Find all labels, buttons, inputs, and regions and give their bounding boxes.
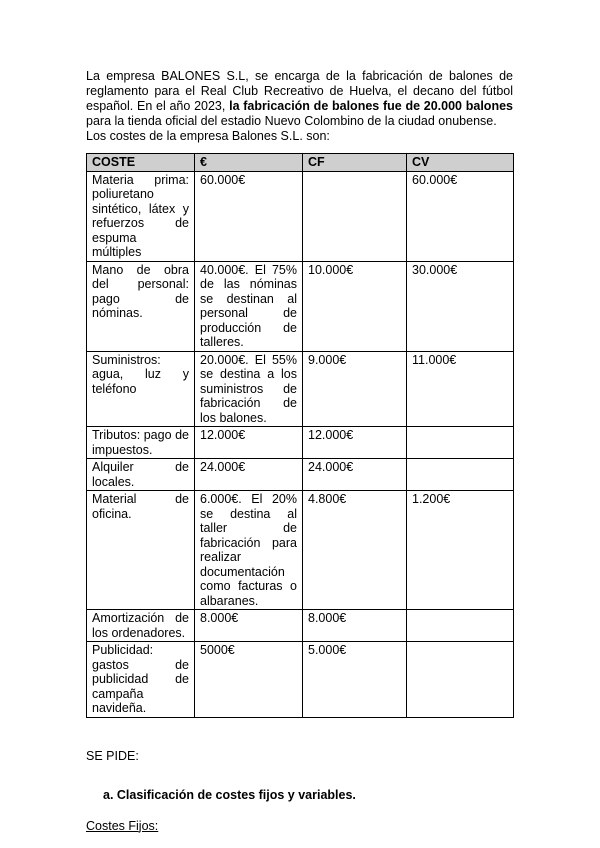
cell-euro: 6.000€. El 20% se destina al taller de fabricación para realizar documentación como facturas o albaranes. <box>195 491 303 610</box>
cell-euro: 5000€ <box>195 642 303 718</box>
table-row <box>87 261 514 351</box>
cell-cv <box>407 610 514 642</box>
cell-cv <box>407 642 514 718</box>
table-row <box>87 610 514 642</box>
cell-cv: 30.000€ <box>407 261 514 351</box>
document-page <box>86 69 513 833</box>
cell-euro: 8.000€ <box>195 610 303 642</box>
header-euro: € <box>195 154 303 172</box>
cell-cf: 10.000€ <box>303 261 407 351</box>
se-pide-label: SE PIDE: <box>86 748 139 763</box>
cell-cf: 24.000€ <box>303 459 407 491</box>
task-a-heading: a. Clasificación de costes fijos y variables. <box>103 787 356 802</box>
table-header-row <box>87 154 514 172</box>
intro-bold-text: la fabricación de balones fue de 20.000 balones <box>229 99 513 113</box>
table-row <box>87 459 514 491</box>
table-row <box>87 427 514 459</box>
header-cf: CF <box>303 154 407 172</box>
cell-cv: 11.000€ <box>407 351 514 427</box>
cell-euro: 20.000€. El 55% se destina a los suministros de fabricación de los balones. <box>195 351 303 427</box>
cell-cf: 4.800€ <box>303 491 407 610</box>
cell-euro: 40.000€. El 75% de las nóminas se destinan al personal de producción de talleres. <box>195 261 303 351</box>
table-row <box>87 351 514 427</box>
intro-text-end: para la tienda oficial del estadio Nuevo Colombino de la ciudad onubense. <box>86 114 497 128</box>
cell-coste: Amortización de los ordenadores. <box>87 610 195 642</box>
cell-coste: Materia prima: poliuretano sintético, látex y refuerzos de espuma múltiples <box>87 171 195 261</box>
cell-cv <box>407 427 514 459</box>
intro-paragraph <box>86 69 513 129</box>
costs-table <box>86 153 514 718</box>
table-row <box>87 642 514 718</box>
cell-euro: 24.000€ <box>195 459 303 491</box>
table-row <box>87 171 514 261</box>
cell-coste: Mano de obra del personal: pago de nóminas. <box>87 261 195 351</box>
cell-coste: Alquiler de locales. <box>87 459 195 491</box>
cell-coste: Tributos: pago de impuestos. <box>87 427 195 459</box>
intro-text: La empresa BALONES S.L, se encarga de la fabricación de balones de reglamento para el Real Club Recreativo de Huelva, el decano del fútbol español. En el año 2023, <box>86 69 513 113</box>
cell-cv <box>407 459 514 491</box>
costs-intro-line: Los costes de la empresa Balones S.L. son: <box>86 129 330 143</box>
costes-fijos-heading: Costes Fijos: <box>86 818 159 833</box>
table-row <box>87 491 514 610</box>
cell-cv: 1.200€ <box>407 491 514 610</box>
header-coste: COSTE <box>87 154 195 172</box>
cell-cf: 5.000€ <box>303 642 407 718</box>
cell-coste: Suministros: agua, luz y teléfono <box>87 351 195 427</box>
cell-cv: 60.000€ <box>407 171 514 261</box>
header-cv: CV <box>407 154 514 172</box>
cell-cf: 12.000€ <box>303 427 407 459</box>
cell-cf <box>303 171 407 261</box>
cell-euro: 60.000€ <box>195 171 303 261</box>
cell-coste: Publicidad: gastos de publicidad de campaña navideña. <box>87 642 195 718</box>
cell-euro: 12.000€ <box>195 427 303 459</box>
cell-cf: 8.000€ <box>303 610 407 642</box>
cell-cf: 9.000€ <box>303 351 407 427</box>
cell-coste: Material de oficina. <box>87 491 195 610</box>
